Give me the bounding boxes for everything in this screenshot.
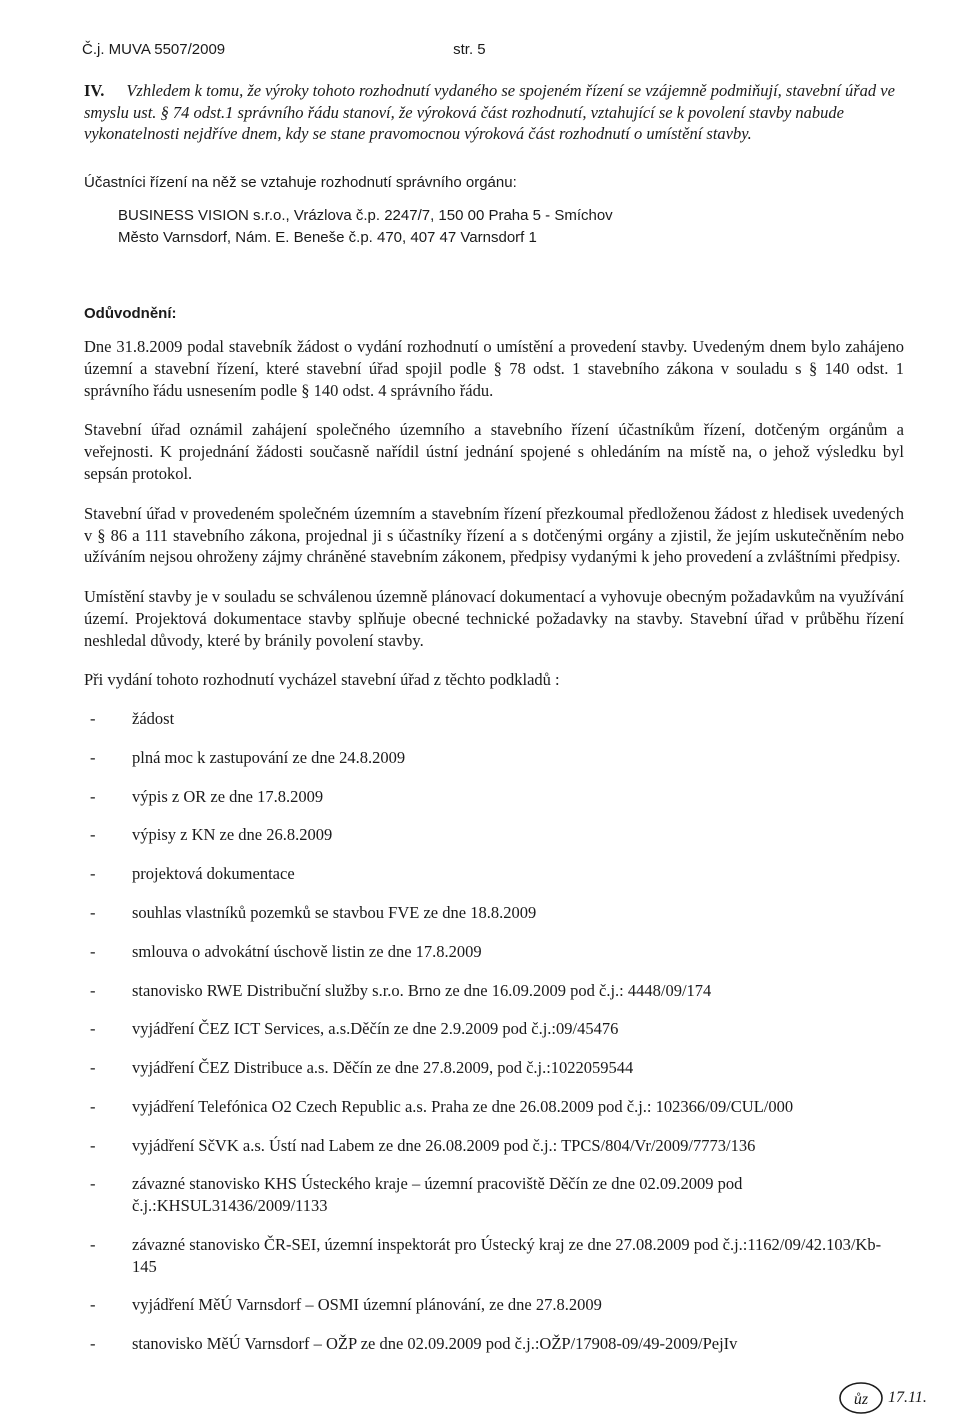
list-item: [84, 863, 904, 885]
list-item-text: žádost: [132, 709, 175, 729]
initials-text: ůz: [853, 1391, 869, 1408]
list-dash: -: [90, 1334, 96, 1354]
list-item-text: výpis z OR ze dne 17.8.2009: [132, 786, 324, 806]
list-item: [84, 1234, 904, 1278]
reasoning-heading: Odůvodnění:: [84, 305, 177, 323]
party-item: Město Varnsdorf, Nám. E. Beneše č.p. 470, 407 47 Varnsdorf 1: [118, 228, 537, 246]
document-page: [84, 40, 904, 1355]
party-item: BUSINESS VISION s.r.o., Vrázlova č.p. 2247/7, 150 00 Praha 5 - Smíchov: [118, 206, 613, 224]
list-item-text: projektová dokumentace: [132, 864, 295, 884]
handwritten-note: 17.11.: [888, 1389, 927, 1407]
reasoning-paragraph: Dne 31.8.2009 podal stavebník žádost o vydání rozhodnutí o umístění a provedení stavby. Uvedeným dnem bylo zahájeno územní a stavební řízení, které stavební úřad spojil podle § 78 odst. 1 stavebního zákona v souladu s § 140 odst. 1 správního řádu usnesením podle § 140 odst. 4 správního řádu.: [84, 337, 904, 400]
initials-circle-icon: [838, 1380, 884, 1416]
list-item-text: závazné stanovisko KHS Ústeckého kraje – územní pracoviště Děčín ze dne 02.09.2009 pod č.j.:KHSUL31436/2009/1133: [132, 1174, 743, 1216]
list-item: [84, 824, 904, 846]
list-item-text: souhlas vlastníků pozemků se stavbou FVE ze dne 18.8.2009: [132, 902, 537, 922]
page-header: [82, 40, 904, 60]
list-dash: -: [90, 1058, 96, 1078]
section-number: IV.: [84, 80, 105, 100]
list-item-text: vyjádření SčVK a.s. Ústí nad Labem ze dne 26.08.2009 pod č.j.: TPCS/804/Vr/2009/7773/136: [132, 1135, 756, 1155]
list-dash: -: [90, 1019, 96, 1039]
list-item: [84, 786, 904, 808]
list-item: [84, 1057, 904, 1079]
list-item-text: vyjádření MěÚ Varnsdorf – OSMI územní plánování, ze dne 27.8.2009: [132, 1295, 602, 1315]
list-dash: -: [90, 864, 96, 884]
list-dash: -: [90, 1096, 96, 1116]
list-item-text: vyjádření ČEZ ICT Services, a.s.Děčín ze dne 2.9.2009 pod č.j.:09/45476: [132, 1019, 619, 1039]
page-number: str. 5: [453, 41, 486, 58]
list-dash: -: [90, 786, 96, 806]
reasoning-paragraph: Stavební úřad oznámil zahájení společného územního a stavebního řízení účastníkům řízení, dotčeným orgánům a veřejnosti. K projednání žádosti současně nařídil ústní jednání spojené s ohledáním na místě na, o jehož výsledku byl sepsán protokol.: [84, 420, 904, 484]
section-iv-text: Vzhledem k tomu, že výroky tohoto rozhodnutí vydaného se spojeném řízení se vzájemně podmiňují, stavební úřad ve smyslu ust. § 74 odst.1 správního řádu stanoví, že výroková část rozhodnutí, vztahující se k povolení stavby nabude vykonatelnosti nejdříve dnem, kdy se stane pravomocnou výroková část rozhodnutí o umístění stavby.: [84, 80, 895, 144]
list-item: [84, 1294, 904, 1316]
reasoning-paragraph: Stavební úřad v provedeném společném územním a stavebním řízení přezkoumal předloženou žádost z hledisek uvedených v § 86 a 111 stavebního zákona, projednal ji s účastníky řízení a s dotčenými orgány a zjistil, že jejím uskutečněním nebo užíváním nejsou ohroženy zájmy chráněné stavebním zákonem, předpisy vydanými k jeho provedení a zvláštními předpisy.: [84, 503, 904, 567]
list-item-text: smlouva o advokátní úschově listin ze dne 17.8.2009: [132, 941, 482, 961]
list-item-text: vyjádření Telefónica O2 Czech Republic a.s. Praha ze dne 26.08.2009 pod č.j.: 102366/09/CUL/000: [132, 1096, 794, 1116]
list-dash: -: [90, 1295, 96, 1315]
list-item-text: plná moc k zastupování ze dne 24.8.2009: [132, 747, 406, 767]
list-dash: -: [90, 747, 96, 767]
list-dash: -: [90, 709, 96, 729]
handwritten-initials: [838, 1380, 927, 1416]
parties-label: Účastníci řízení na něž se vztahuje rozhodnutí správního orgánu:: [84, 174, 517, 192]
reasoning-paragraph: Při vydání tohoto rozhodnutí vycházel stavební úřad z těchto podkladů :: [84, 670, 560, 690]
list-dash: -: [90, 825, 96, 845]
list-item: [84, 980, 904, 1002]
parties-list: [118, 205, 904, 249]
list-item-text: stanovisko RWE Distribuční služby s.r.o. Brno ze dne 16.09.2009 pod č.j.: 4448/09/174: [132, 980, 712, 1000]
list-item-text: výpisy z KN ze dne 26.8.2009: [132, 825, 333, 845]
list-item-text: stanovisko MěÚ Varnsdorf – OŽP ze dne 02.09.2009 pod č.j.:OŽP/17908-09/49-2009/PejIv: [132, 1334, 738, 1354]
list-item: [84, 1173, 904, 1217]
list-dash: -: [90, 1174, 96, 1194]
list-item-text: závazné stanovisko ČR-SEI, územní inspektorát pro Ústecký kraj ze dne 27.08.2009 pod č.j.:1162/09/42.103/Kb-145: [132, 1234, 882, 1276]
reference-number: Č.j. MUVA 5507/2009: [82, 41, 226, 58]
list-item: [84, 1333, 904, 1355]
list-dash: -: [90, 1234, 96, 1254]
list-item: [84, 941, 904, 963]
list-dash: -: [90, 980, 96, 1000]
list-item: [84, 708, 904, 730]
list-item: [84, 1096, 904, 1118]
list-dash: -: [90, 1135, 96, 1155]
section-iv: [84, 80, 904, 145]
reasoning-paragraph: Umístění stavby je v souladu se schválenou územně plánovací dokumentací a vyhovuje obecným požadavkům na využívání území. Projektová dokumentace stavby splňuje obecné technické požadavky na stavby. Stavební úřad v průběhu řízení neshledal důvody, které by bránily povolení stavby.: [84, 587, 904, 650]
list-dash: -: [90, 941, 96, 961]
list-dash: -: [90, 902, 96, 922]
list-item: [84, 1018, 904, 1040]
list-item-text: vyjádření ČEZ Distribuce a.s. Děčín ze dne 27.8.2009, pod č.j.:1022059544: [132, 1058, 634, 1078]
documents-list: [84, 708, 904, 1355]
list-item: [84, 747, 904, 769]
list-item: [84, 902, 904, 924]
list-item: [84, 1135, 904, 1157]
